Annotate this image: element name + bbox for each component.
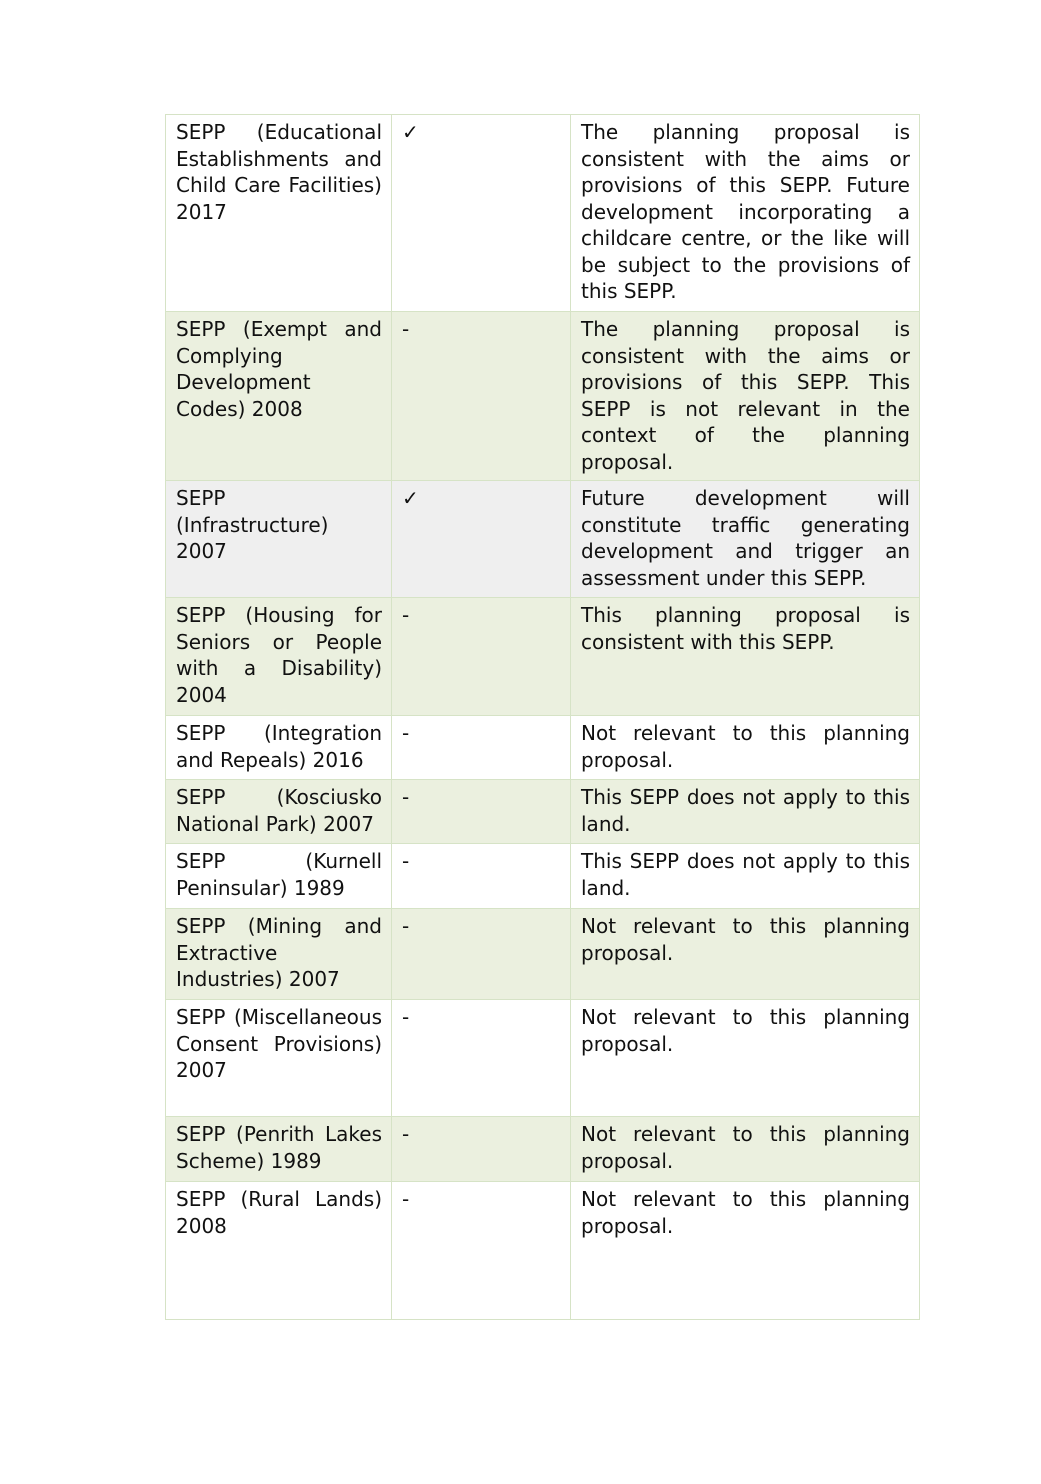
checkmark-icon: ✓	[392, 115, 571, 312]
dash-mark: -	[392, 1182, 571, 1320]
dash-mark: -	[392, 716, 571, 780]
table-row	[166, 1182, 920, 1320]
dash-mark: -	[392, 1117, 571, 1182]
policy-cell: SEPP (Rural Lands) 2008	[166, 1182, 392, 1320]
policy-cell: SEPP (Exempt and Complying Development Codes) 2008	[166, 312, 392, 481]
policy-cell: SEPP (Miscellaneous Consent Provisions) 2007	[166, 1000, 392, 1117]
comment-cell: The planning proposal is consistent with the aims or provisions of this SEPP. Future development incorporating a childcare centre, or the like will be subject to the provisions of this SEPP.	[571, 115, 920, 312]
policy-cell: SEPP (Penrith Lakes Scheme) 1989	[166, 1117, 392, 1182]
table-row	[166, 716, 920, 780]
sepp-compliance-table	[165, 114, 920, 1320]
table-row	[166, 1117, 920, 1182]
dash-mark: -	[392, 598, 571, 716]
comment-cell: This SEPP does not apply to this land.	[571, 780, 920, 844]
policy-cell: SEPP (Integration and Repeals) 2016	[166, 716, 392, 780]
checkmark-icon: ✓	[392, 481, 571, 598]
comment-cell: This planning proposal is consistent with this SEPP.	[571, 598, 920, 716]
table-row	[166, 909, 920, 1000]
policy-cell: SEPP (Educational Establishments and Child Care Facilities) 2017	[166, 115, 392, 312]
comment-cell: Not relevant to this planning proposal.	[571, 1182, 920, 1320]
policy-cell: SEPP (Kosciusko National Park) 2007	[166, 780, 392, 844]
policy-cell: SEPP (Kurnell Peninsular) 1989	[166, 844, 392, 909]
table-row	[166, 481, 920, 598]
policy-cell: SEPP (Infrastructure) 2007	[166, 481, 392, 598]
table-row	[166, 312, 920, 481]
dash-mark: -	[392, 909, 571, 1000]
table-row	[166, 598, 920, 716]
comment-cell: Not relevant to this planning proposal.	[571, 909, 920, 1000]
comment-cell: Not relevant to this planning proposal.	[571, 1117, 920, 1182]
table-row	[166, 844, 920, 909]
comment-cell: Not relevant to this planning proposal.	[571, 1000, 920, 1117]
comment-cell: Not relevant to this planning proposal.	[571, 716, 920, 780]
dash-mark: -	[392, 844, 571, 909]
policy-cell: SEPP (Housing for Seniors or People with a Disability) 2004	[166, 598, 392, 716]
comment-cell: This SEPP does not apply to this land.	[571, 844, 920, 909]
dash-mark: -	[392, 1000, 571, 1117]
table-row	[166, 115, 920, 312]
table-row	[166, 780, 920, 844]
comment-cell: The planning proposal is consistent with the aims or provisions of this SEPP. This SEPP is not relevant in the context of the planning proposal.	[571, 312, 920, 481]
table-row	[166, 1000, 920, 1117]
dash-mark: -	[392, 312, 571, 481]
policy-cell: SEPP (Mining and Extractive Industries) 2007	[166, 909, 392, 1000]
comment-cell: Future development will constitute traffic generating development and trigger an assessment under this SEPP.	[571, 481, 920, 598]
dash-mark: -	[392, 780, 571, 844]
sepp-table-page	[165, 114, 919, 1320]
